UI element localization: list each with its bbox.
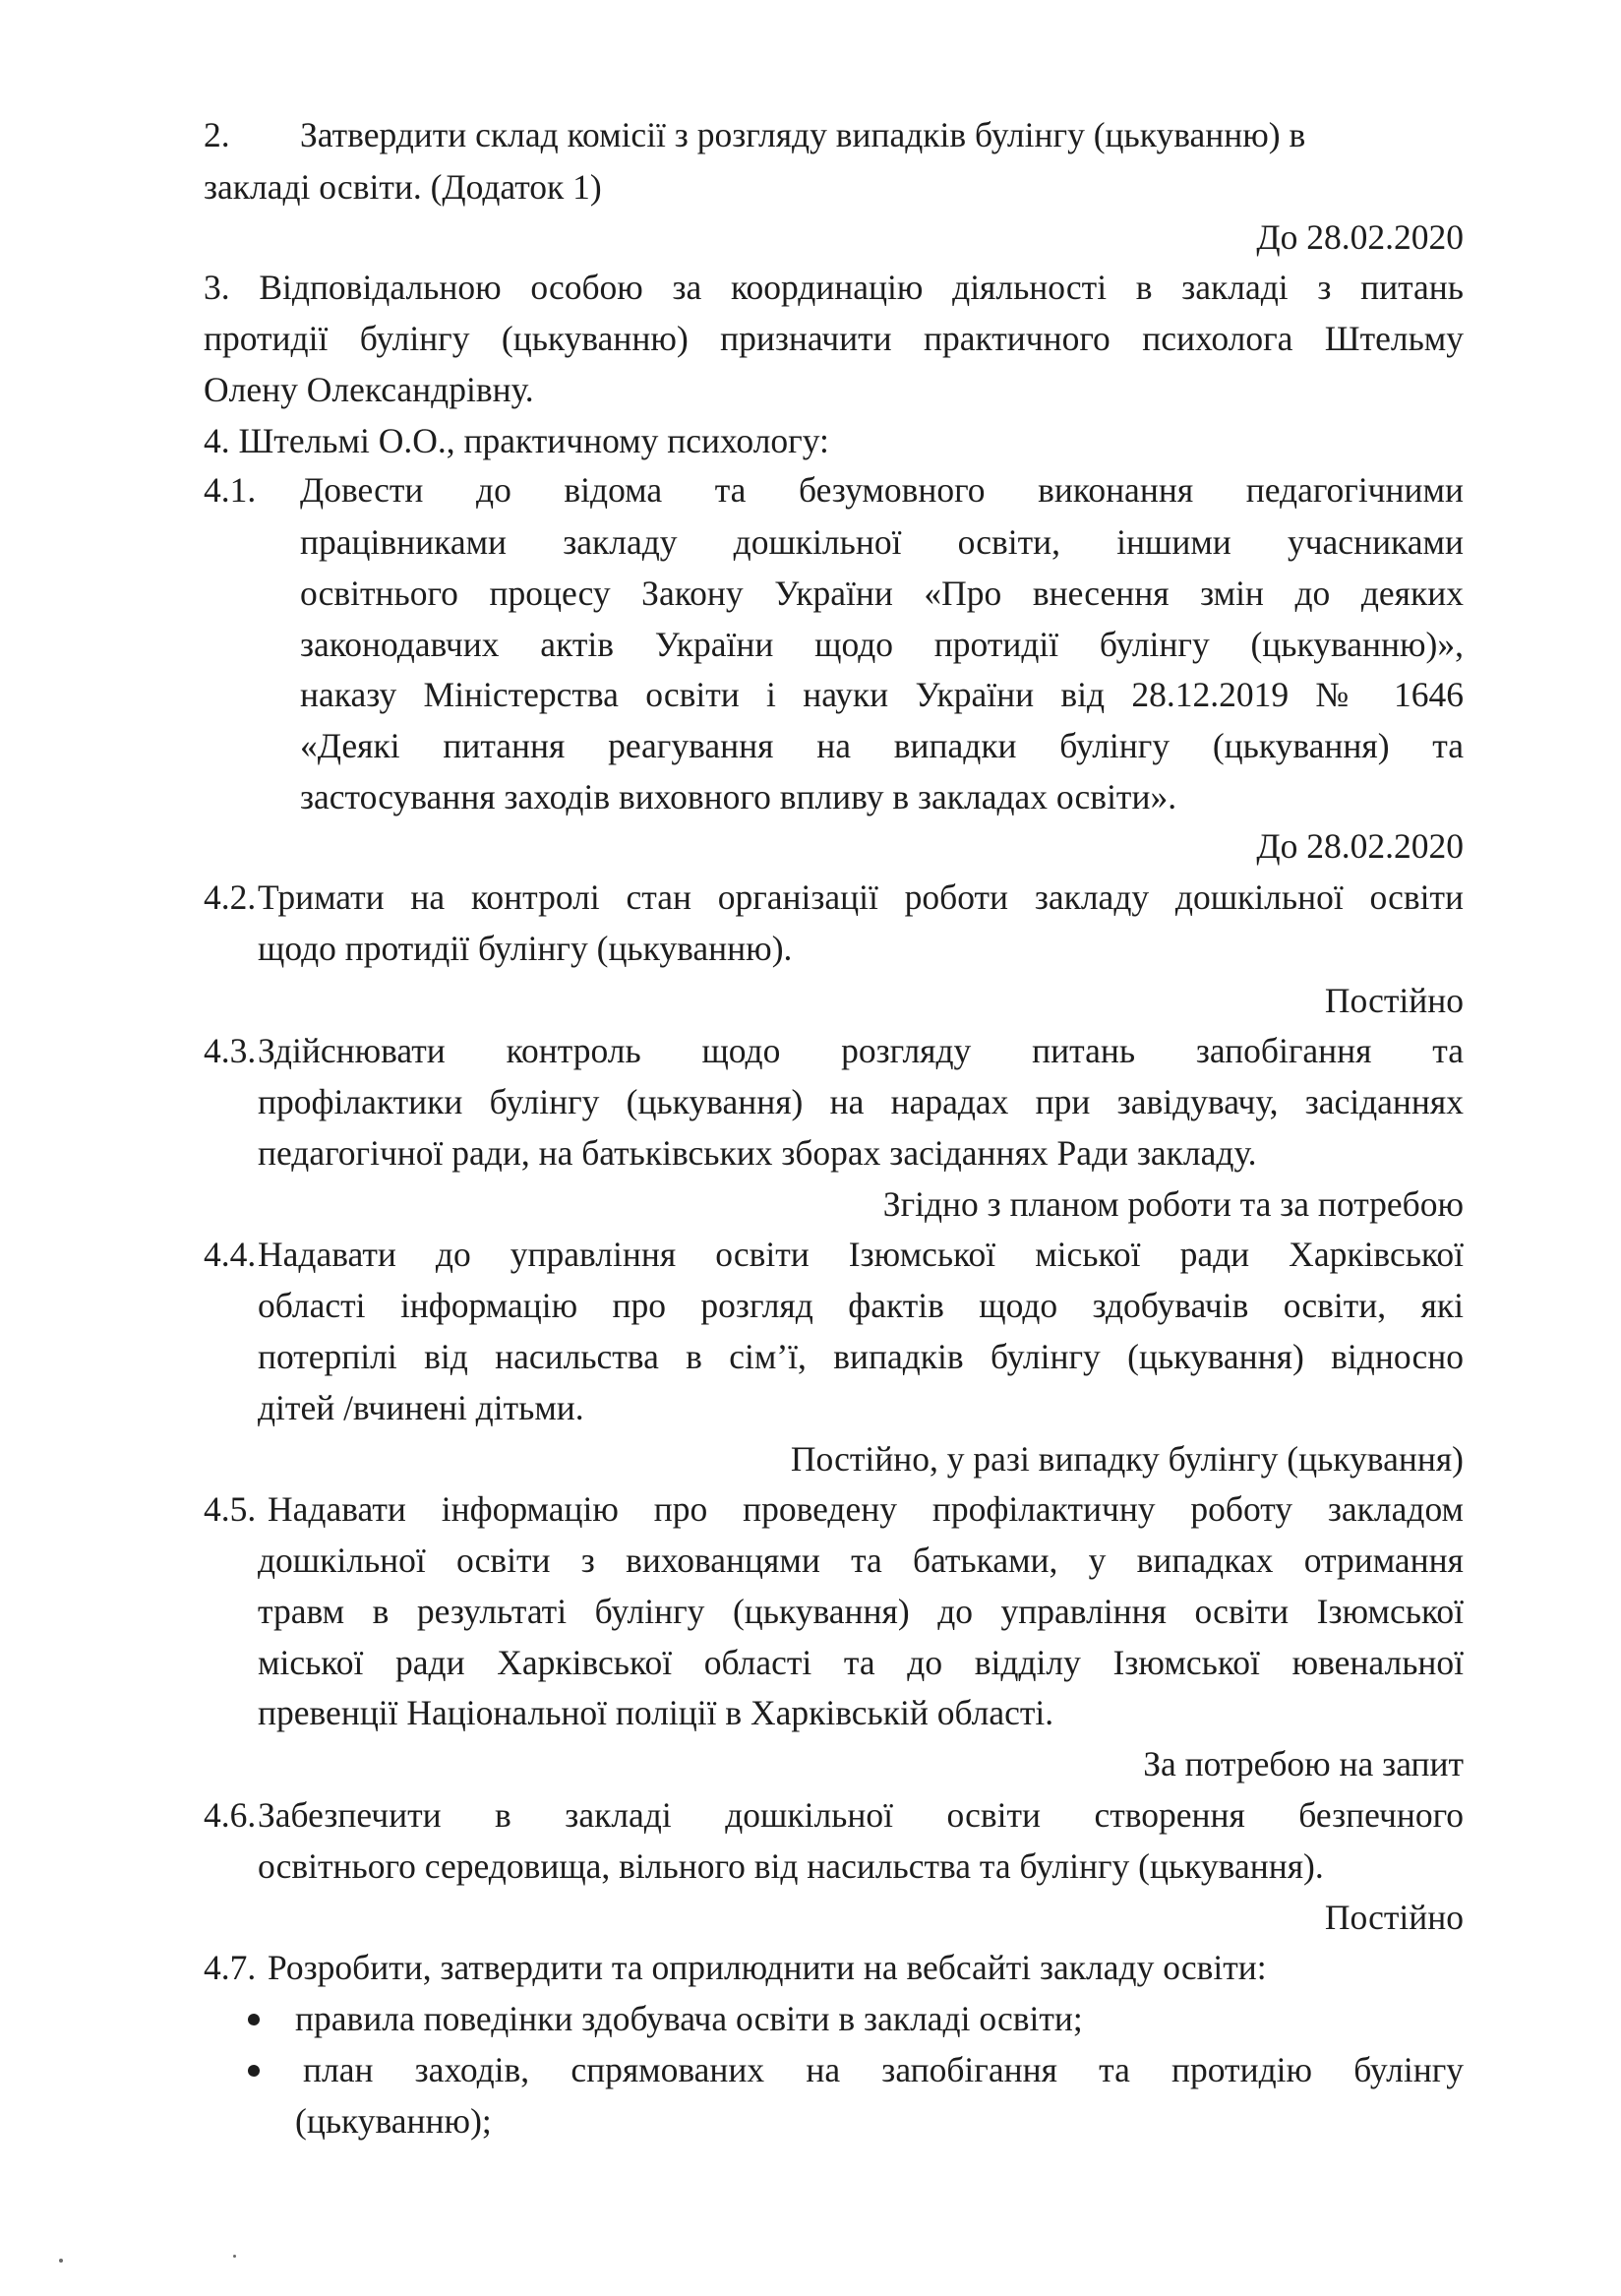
scan-speck	[233, 2255, 236, 2258]
item-4-3-deadline: Згідно з планом роботи та за потребою	[882, 1184, 1464, 1224]
item-4-4-line: області інформацію про розгляд фактів щодо здобувачів освіти, які	[258, 1286, 1464, 1325]
item-4-5-line: міської ради Харківської області та до відділу Ізюмської ювенальної	[258, 1643, 1464, 1682]
item-4-5-number: 4.5.	[204, 1489, 257, 1529]
item-4-2-deadline: Постійно	[1324, 981, 1464, 1020]
item-3-line-2: протидії булінгу (цькуванню) призначити практичного психолога Штельму	[204, 319, 1464, 358]
item-4-6-deadline: Постійно	[1324, 1898, 1464, 1937]
item-4-1-line: Довести до відома та безумовного виконання педагогічними	[300, 470, 1464, 510]
bullet-item: план заходів, спрямованих на запобігання та протидію булінгу	[303, 2050, 1464, 2089]
scan-speck	[59, 2259, 63, 2263]
bullet-icon	[248, 2014, 260, 2025]
item-4-2-number: 4.2.	[204, 877, 257, 917]
item-4-4-line: Надавати до управління освіти Ізюмської міської ради Харківської	[258, 1235, 1464, 1274]
item-4-5-line: Надавати інформацію про проведену профілактичну роботу закладом	[268, 1489, 1464, 1529]
item-3-line-1: 3. Відповідальною особою за координацію діяльності в закладі з питань	[204, 268, 1464, 307]
item-4-5-line: превенції Національної поліції в Харківській області.	[258, 1693, 1054, 1732]
item-4-6-line: освітнього середовища, вільного від насильства та булінгу (цькування).	[258, 1846, 1324, 1886]
item-4-7-line: Розробити, затвердити та оприлюднити на вебсайті закладу освіти:	[268, 1948, 1267, 1987]
item-4-1-line: працівниками закладу дошкільної освіти, іншими учасниками	[300, 522, 1464, 562]
item-4-3-line: Здійснювати контроль щодо розгляду питань запобігання та	[258, 1031, 1464, 1070]
item-4-4-number: 4.4.	[204, 1235, 257, 1274]
bullet-icon	[248, 2065, 260, 2077]
item-2-line-2: закладі освіти. (Додаток 1)	[204, 167, 602, 207]
item-3-line-3: Олену Олександрівну.	[204, 370, 534, 409]
item-4-1-line: «Деякі питання реагування на випадки булінгу (цькування) та	[300, 726, 1464, 765]
item-2-line-1: Затвердити склад комісії з розгляду випадків булінгу (цькуванню) в	[300, 115, 1306, 154]
item-4-1-deadline: До 28.02.2020	[1256, 826, 1464, 866]
item-2-deadline: До 28.02.2020	[1256, 217, 1464, 257]
item-4-3-number: 4.3.	[204, 1031, 257, 1070]
item-4-1-line: освітнього процесу Закону України «Про внесення змін до деяких	[300, 574, 1464, 613]
item-4-1-line: наказу Міністерства освіти і науки України від 28.12.2019 № 1646	[300, 675, 1464, 714]
item-4-6-line: Забезпечити в закладі дошкільної освіти створення безпечного	[258, 1795, 1464, 1835]
item-4-1-line: застосування заходів виховного впливу в закладах освіти».	[300, 777, 1177, 816]
item-4-6-number: 4.6.	[204, 1795, 257, 1835]
item-4-4-deadline: Постійно, у разі випадку булінгу (цькування)	[790, 1439, 1464, 1479]
bullet-item-continuation: (цькуванню);	[295, 2101, 492, 2141]
item-4-1-line: законодавчих актів України щодо протидії булінгу (цькуванню)»,	[300, 625, 1464, 664]
item-2-number: 2.	[204, 115, 230, 154]
item-4-2-line: Тримати на контролі стан організації роботи закладу дошкільної освіти	[258, 877, 1464, 917]
item-4-heading: 4. Штельмі О.О., практичному психологу:	[204, 421, 829, 460]
bullet-item: правила поведінки здобувача освіти в закладі освіти;	[295, 1999, 1083, 2038]
item-4-4-line: потерпілі від насильства в сім’ї, випадків булінгу (цькування) відносно	[258, 1337, 1464, 1376]
item-4-7-number: 4.7.	[204, 1948, 257, 1987]
item-4-3-line: профілактики булінгу (цькування) на нарадах при завідувачу, засіданнях	[258, 1082, 1464, 1121]
item-4-3-line: педагогічної ради, на батьківських зборах засіданнях Ради закладу.	[258, 1133, 1257, 1173]
item-4-2-line: щодо протидії булінгу (цькуванню).	[258, 929, 793, 968]
item-4-5-deadline: За потребою на запит	[1143, 1744, 1464, 1783]
item-4-5-line: дошкільної освіти з вихованцями та батьками, у випадках отримання	[258, 1541, 1464, 1580]
item-4-1-number: 4.1.	[204, 470, 257, 510]
item-4-4-line: дітей /вчинені дітьми.	[258, 1388, 584, 1427]
item-4-5-line: травм в результаті булінгу (цькування) до управління освіти Ізюмської	[258, 1592, 1464, 1631]
